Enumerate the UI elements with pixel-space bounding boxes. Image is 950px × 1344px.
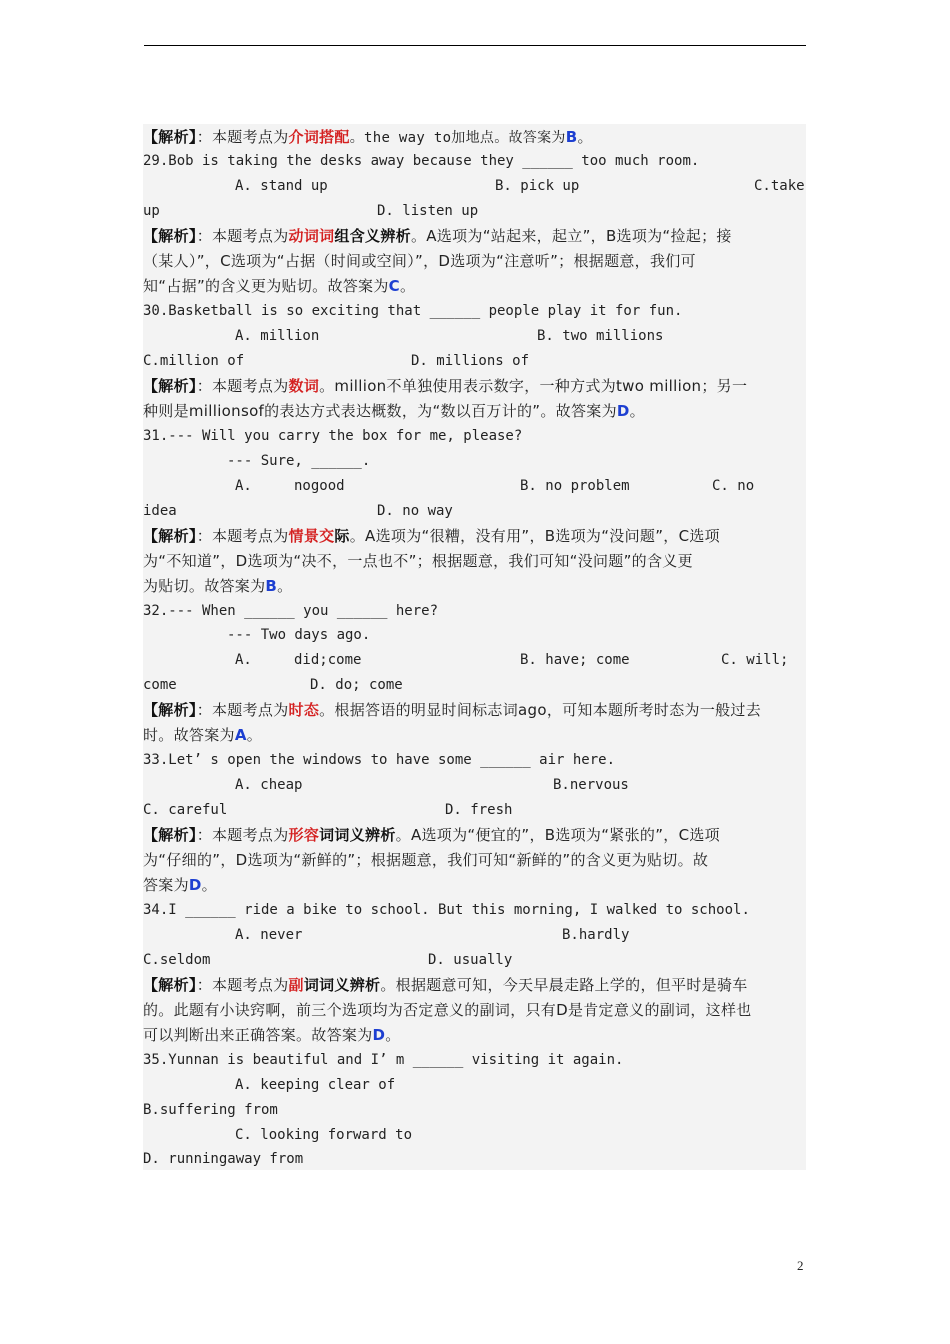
q31-option-d: D. no way: [377, 503, 453, 519]
q30-option-c: C.million of: [143, 353, 245, 369]
q33-analysis-line3: 答案为D。: [143, 876, 217, 894]
q29-option-c-wrap: up: [143, 203, 160, 219]
q29-option-c: C.take: [754, 178, 805, 194]
q33-option-d: D. fresh: [445, 802, 513, 818]
q29-analysis-line2: （某人）”，C选项为“占据（时间或空间）”，D选项为“注意听”；根据题意，我们可: [143, 252, 696, 270]
q31-analysis-line3: 为贴切。故答案为B。: [143, 577, 293, 595]
q32-analysis-line1: 【解析】：本题考点为时态。根据答语的明显时间标志词ago，可知本题所考时态为一般过去: [143, 701, 762, 719]
q30-option-b: B. two millions: [537, 328, 664, 344]
q34-options-row1: [143, 923, 806, 948]
q30-options-row1: [143, 324, 806, 349]
q32-option-c-wrap: come: [143, 677, 177, 693]
q29-options-row1: [143, 174, 806, 199]
q30-stem: 30.Basketball is so exciting that ______ people play it for fun.: [143, 303, 683, 319]
q29-analysis-line3: 知“占据”的含义更为贴切。故答案为C。: [143, 277, 416, 295]
document-body: [143, 124, 806, 1170]
q32-option-b: B. have; come: [520, 652, 630, 668]
q32-options-row1: [143, 648, 806, 673]
q34-option-d: D. usually: [428, 952, 513, 968]
q29-stem: 29.Bob is taking the desks away because they ______ too much room.: [143, 153, 700, 169]
q32-reply: --- Two days ago.: [227, 627, 371, 643]
page-number: 2: [797, 1258, 804, 1273]
q30-analysis-line1: 【解析】：本题考点为数词。million不单独使用表示数字，一种方式为two million；另一: [143, 377, 748, 395]
q29-analysis-line1: 【解析】：本题考点为动词词组含义辨析。A选项为“站起来，起立”，B选项为“捡起；接: [143, 227, 732, 245]
q29-option-a: A. stand up: [235, 178, 328, 194]
q35-option-b: B.suffering from: [143, 1102, 278, 1118]
q30-analysis-line2: 种则是millionsof的表达方式表达概数，为“数以百万计的”。故答案为D。: [143, 402, 645, 420]
q34-analysis-line2: 的。此题有小诀窍啊，前三个选项均为否定意义的副词，只有D是肯定意义的副词，这样也: [143, 1001, 752, 1019]
q34-option-a: A. never: [235, 927, 303, 943]
q31-options-row2: [143, 499, 806, 524]
q31-reply: --- Sure, ______.: [227, 453, 371, 469]
q32-option-d: D. do; come: [310, 677, 403, 693]
q33-option-b: B.nervous: [553, 777, 629, 793]
q31-analysis-line2: 为“不知道”，D选项为“决不，一点也不”；根据题意，我们可知“没问题”的含义更: [143, 552, 693, 570]
q35-stem: 35.Yunnan is beautiful and I’ m ______ visiting it again.: [143, 1052, 624, 1068]
q35-option-a: A. keeping clear of: [235, 1077, 396, 1093]
q34-options-row2: [143, 948, 806, 973]
header-rule: [144, 45, 806, 46]
q29-option-d: D. listen up: [377, 203, 479, 219]
q28-analysis: 【解析】：本题考点为介词搭配。the way to加地点。故答案为B。: [143, 128, 593, 146]
q31-option-b: B. no problem: [520, 478, 630, 494]
q35-option-a-line: [143, 1073, 806, 1098]
q30-options-row2: [143, 349, 806, 374]
q31-analysis-line1: 【解析】：本题考点为情景交际。A选项为“很糟，没有用”，B选项为“没问题”，C选项: [143, 527, 720, 545]
q30-option-d: D. millions of: [411, 353, 530, 369]
q33-option-a: A. cheap: [235, 777, 303, 793]
q33-options-row1: [143, 773, 806, 798]
q30-option-a: A. million: [235, 328, 320, 344]
q31-option-c: C. no: [712, 478, 755, 494]
q31-options-row1: [143, 474, 806, 499]
q33-analysis-line1: 【解析】：本题考点为形容词词义辨析。A选项为“便宜的”，B选项为“紧张的”，C选项: [143, 826, 720, 844]
q34-option-c: C.seldom: [143, 952, 211, 968]
q34-analysis-line3: 可以判断出来正确答案。故答案为D。: [143, 1026, 401, 1044]
q35-option-c-line: [143, 1123, 806, 1148]
q32-option-a: A. did;come: [235, 652, 362, 668]
q35-option-d: D. runningaway from: [143, 1151, 304, 1167]
q32-option-c: C. will;: [721, 652, 789, 668]
q32-stem: 32.--- When ______ you ______ here?: [143, 603, 439, 619]
q33-analysis-line2: 为“仔细的”，D选项为“新鲜的”；根据题意，我们可知“新鲜的”的含义更为贴切。故: [143, 851, 709, 869]
q31-option-c-wrap: idea: [143, 503, 177, 519]
q34-option-b: B.hardly: [562, 927, 630, 943]
q34-analysis-line1: 【解析】：本题考点为副词词义辨析。根据题意可知，今天早晨走路上学的，但平时是骑车: [143, 976, 748, 994]
q32-analysis-line2: 时。故答案为A。: [143, 726, 263, 744]
q33-option-c: C. careful: [143, 802, 228, 818]
q35-option-c: C. looking forward to: [235, 1127, 413, 1143]
q33-options-row2: [143, 798, 806, 823]
q31-option-a: A. nogood: [235, 478, 345, 494]
q32-options-row2: [143, 673, 806, 698]
q29-option-b: B. pick up: [495, 178, 580, 194]
q34-stem: 34.I ______ ride a bike to school. But this morning, I walked to school.: [143, 902, 750, 918]
q33-stem: 33.Let’ s open the windows to have some ______ air here.: [143, 752, 616, 768]
q31-stem: 31.--- Will you carry the box for me, please?: [143, 428, 523, 444]
q29-options-row2: [143, 199, 806, 224]
